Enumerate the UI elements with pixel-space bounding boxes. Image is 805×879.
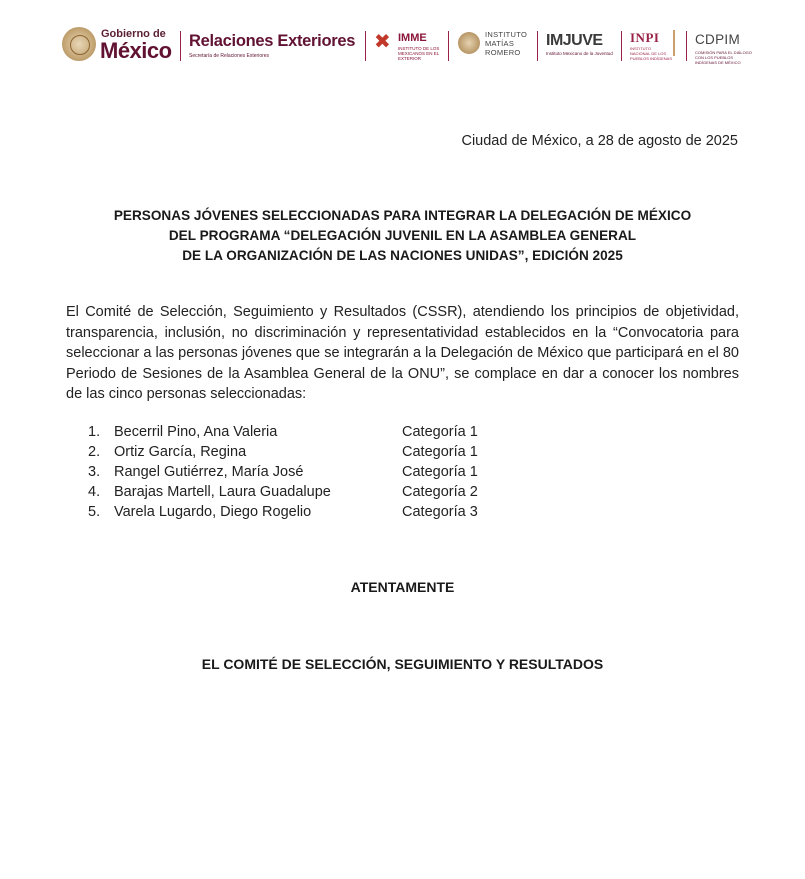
list-item-name: Becerril Pino, Ana Valeria [114, 424, 278, 440]
list-item [88, 422, 508, 442]
gobierno-logo-line1: Gobierno de [101, 28, 166, 40]
national-seal-icon [62, 27, 96, 61]
list-item-category: Categoría 1 [402, 444, 478, 460]
list-item-number: 2. [88, 444, 101, 460]
imme-logo-subtitle: INSTITUTO DE LOS MEXICANOS EN EL EXTERIOR [398, 46, 440, 61]
imr-logo-text [485, 30, 527, 57]
body-paragraph: El Comité de Selección, Seguimiento y Resultados (CSSR), atendiendo los principios de objetividad, transparencia, inclusión, no discriminación y representatividad establecidos en la “Convocatoria para seleccionar a las personas jóvenes que se integrarán a la Delegación de México que participará en el 80 Periodo de Sesiones de la Asamblea General de la ONU”, se complace en dar a conocer los nombres de las cinco personas seleccionadas: [66, 304, 739, 402]
imjuve-logo-title: IMJUVE [546, 32, 603, 49]
imr-logo-line3: ROMERO [485, 48, 521, 57]
logo-divider [180, 31, 181, 61]
cdpim-logo [695, 24, 755, 66]
imr-logo-line2: MATÍAS [485, 39, 515, 48]
document-heading [60, 206, 745, 266]
list-item-name: Ortiz García, Regina [114, 444, 247, 460]
closing-salutation: ATENTAMENTE [350, 579, 455, 595]
imr-logo-line1: INSTITUTO [485, 30, 528, 39]
header-logo-bar [62, 24, 752, 66]
list-item-number: 3. [88, 464, 101, 480]
sre-logo-title: Relaciones Exteriores [189, 32, 356, 50]
list-item-category: Categoría 3 [402, 504, 478, 520]
list-item [88, 462, 508, 482]
list-item-category: Categoría 2 [402, 484, 478, 500]
logo-divider [621, 31, 622, 61]
list-item-number: 5. [88, 504, 101, 520]
list-item [88, 482, 508, 502]
imr-seal-icon [458, 32, 480, 54]
imjuve-logo-subtitle: Instituto Mexicano de la Juventud [546, 51, 613, 56]
list-item [88, 442, 508, 462]
heading-line-1: PERSONAS JÓVENES SELECCIONADAS PARA INTEGRAR LA DELEGACIÓN DE MÉXICO [113, 208, 692, 223]
imme-ribbon-icon: ✖ [374, 31, 391, 53]
imme-logo-title: IMME [398, 32, 427, 44]
list-item-number: 1. [88, 424, 101, 440]
heading-line-3: DE LA ORGANIZACIÓN DE LAS NACIONES UNIDAS”, EDICIÓN 2025 [182, 248, 623, 263]
list-item-category: Categoría 1 [402, 464, 478, 480]
cdpim-logo-subtitle: COMISIÓN PARA EL DIÁLOGO CON LOS PUEBLOS INDÍGENAS DE MÉXICO [695, 50, 752, 65]
selected-persons-list [88, 422, 508, 522]
imme-logo [374, 24, 440, 66]
list-item-name: Barajas Martell, Laura Guadalupe [114, 484, 331, 500]
logo-divider [686, 31, 687, 61]
inpi-logo-subtitle: INSTITUTO NACIONAL DE LOS PUEBLOS INDÍGENAS [630, 46, 673, 61]
document-date: Ciudad de México, a 28 de agosto de 2025 [461, 133, 738, 149]
sre-logo-subtitle: Secretaría de Relaciones Exteriores [189, 53, 270, 59]
inpi-logo [630, 24, 690, 66]
cdpim-logo-title: CDPIM [695, 32, 740, 47]
list-item-name: Rangel Gutiérrez, María José [114, 464, 304, 480]
list-item-category: Categoría 1 [402, 424, 478, 440]
logo-divider [365, 31, 366, 61]
list-item [88, 502, 508, 522]
signature-committee: EL COMITÉ DE SELECCIÓN, SEGUIMIENTO Y RESULTADOS [201, 656, 604, 672]
gobierno-logo-line2: México [100, 38, 172, 63]
imjuve-logo [546, 24, 616, 66]
list-item-name: Varela Lugardo, Diego Rogelio [114, 504, 312, 520]
list-item-number: 4. [88, 484, 101, 500]
logo-divider [537, 31, 538, 61]
inpi-figure-icon [673, 30, 675, 56]
inpi-logo-title: INPI [630, 30, 660, 45]
instituto-matias-romero-logo [458, 24, 530, 66]
relaciones-exteriores-logo [189, 24, 359, 66]
logo-divider [448, 31, 449, 61]
gobierno-de-mexico-logo [62, 24, 174, 66]
heading-line-2: DEL PROGRAMA “DELEGACIÓN JUVENIL EN LA ASAMBLEA GENERAL [168, 228, 637, 243]
